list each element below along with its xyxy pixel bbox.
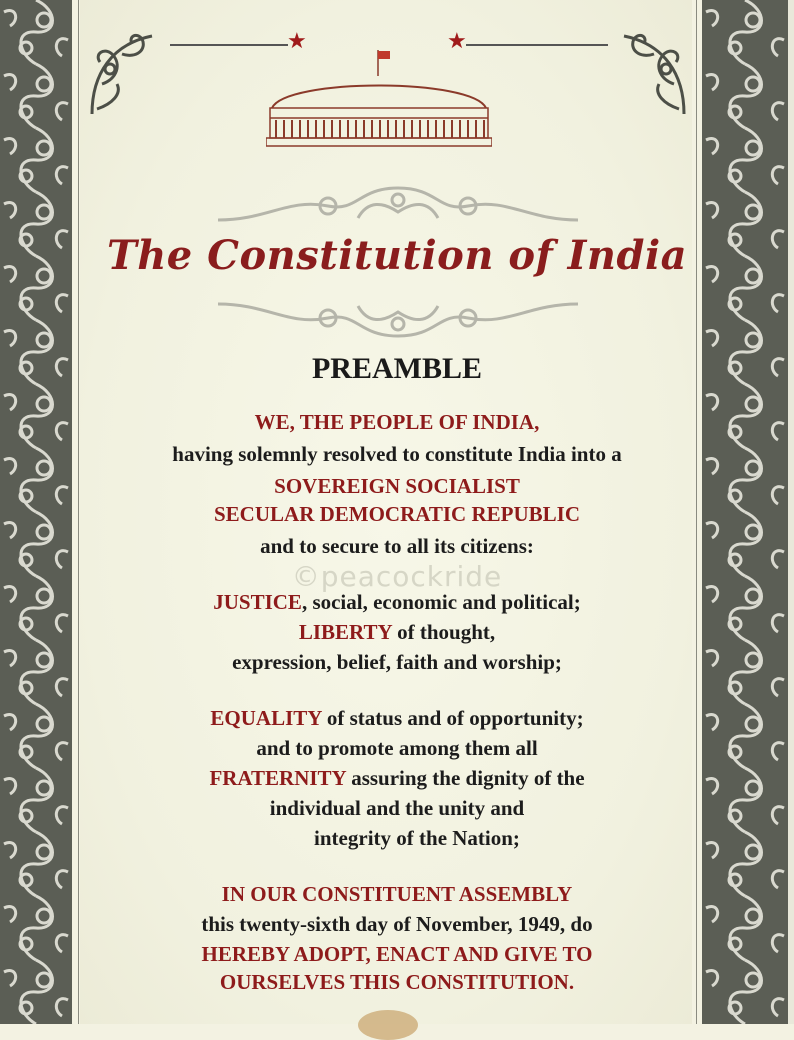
preamble-line [0, 650, 794, 675]
preamble-line [0, 442, 794, 467]
preamble-line [0, 706, 794, 731]
ornament-top-icon [208, 178, 588, 236]
preamble-line [0, 942, 794, 967]
body-text: having solemnly resolved to constitute India into a [172, 442, 622, 466]
preamble-line [0, 826, 794, 851]
preamble-line [0, 766, 794, 791]
emphasis-text: FRATERNITY [209, 766, 346, 790]
preamble-line [0, 882, 794, 907]
body-text: expression, belief, faith and worship; [232, 650, 562, 674]
emphasis-text: HEREBY ADOPT, ENACT AND GIVE TO [201, 942, 593, 966]
body-text: individual and the unity and [269, 796, 525, 820]
body-text: and to promote among them all [256, 736, 538, 760]
top-right-flourish-icon [604, 14, 694, 124]
emphasis-text: JUSTICE [213, 590, 302, 614]
body-text: this twenty-sixth day of November, 1949, do [201, 912, 593, 936]
preamble-line [0, 502, 794, 527]
watermark-text: ©peacockride [291, 560, 503, 593]
preamble-line [0, 912, 794, 937]
emphasis-text: SOVEREIGN SOCIALIST [274, 474, 520, 498]
preamble-line [0, 534, 794, 559]
preamble-line [0, 736, 794, 761]
top-left-flourish-icon [82, 14, 172, 124]
seal-icon [358, 1010, 418, 1040]
preamble-line [0, 620, 794, 645]
preamble-line [0, 410, 794, 435]
parliament-building-icon [266, 48, 492, 154]
ornament-bottom-icon [208, 288, 588, 346]
top-rule-right [466, 44, 608, 46]
body-text: integrity of the Nation; [314, 826, 520, 850]
emphasis-text: EQUALITY [210, 706, 322, 730]
star-left-icon: ★ [287, 28, 307, 53]
preamble-line [0, 590, 794, 615]
emphasis-text: IN OUR CONSTITUENT ASSEMBLY [221, 882, 573, 906]
preamble-line [0, 796, 794, 821]
body-text: of thought, [391, 620, 496, 644]
top-rule-left [170, 44, 288, 46]
preamble-line [0, 474, 794, 499]
body-text: assuring the dignity of the [345, 766, 585, 790]
emphasis-text: LIBERTY [298, 620, 392, 644]
emphasis-text: WE, THE PEOPLE OF INDIA, [254, 410, 540, 434]
preamble-heading: PREAMBLE [311, 352, 482, 385]
star-right-icon: ★ [447, 28, 467, 53]
emphasis-text: SECULAR DEMOCRATIC REPUBLIC [214, 502, 580, 526]
body-text: and to secure to all its citizens: [260, 534, 534, 558]
emphasis-text: OURSELVES THIS CONSTITUTION. [219, 970, 575, 994]
preamble-line [0, 970, 794, 995]
document-title: The Constitution of India [106, 232, 688, 279]
body-text: of status and of opportunity; [321, 706, 584, 730]
body-text: , social, economic and political; [301, 590, 581, 614]
